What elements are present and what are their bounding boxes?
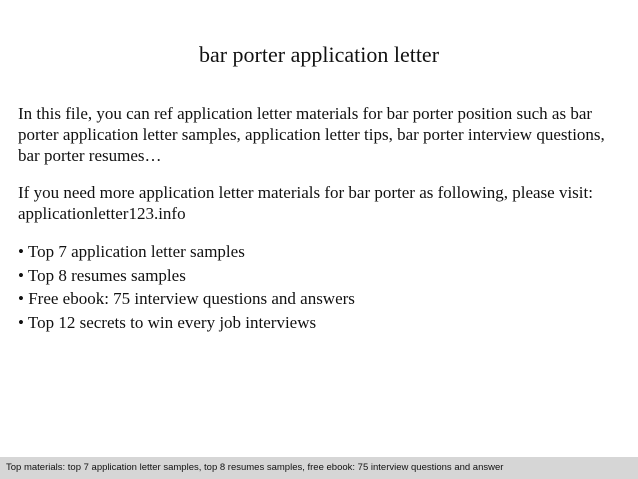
list-item: • Top 8 resumes samples	[18, 265, 186, 285]
list-item: • Top 12 secrets to win every job interviews	[18, 312, 317, 332]
footer-bar	[0, 457, 638, 479]
footer-text: Top materials: top 7 application letter samples, top 8 resumes samples, free ebook: 75 interview questions and answer	[6, 462, 504, 473]
more-info-paragraph: If you need more application letter materials for bar porter as following, please visit: applicationletter123.info	[18, 183, 593, 223]
materials-list	[18, 240, 626, 334]
list-item: • Top 7 application letter samples	[18, 242, 245, 261]
intro-paragraph: In this file, you can ref application letter materials for bar porter position such as bar porter application letter samples, application letter tips, bar porter interview questions, bar porter resumes…	[18, 104, 605, 165]
slide-title: bar porter application letter	[198, 42, 440, 67]
list-item: • Free ebook: 75 interview questions and answers	[18, 289, 355, 308]
